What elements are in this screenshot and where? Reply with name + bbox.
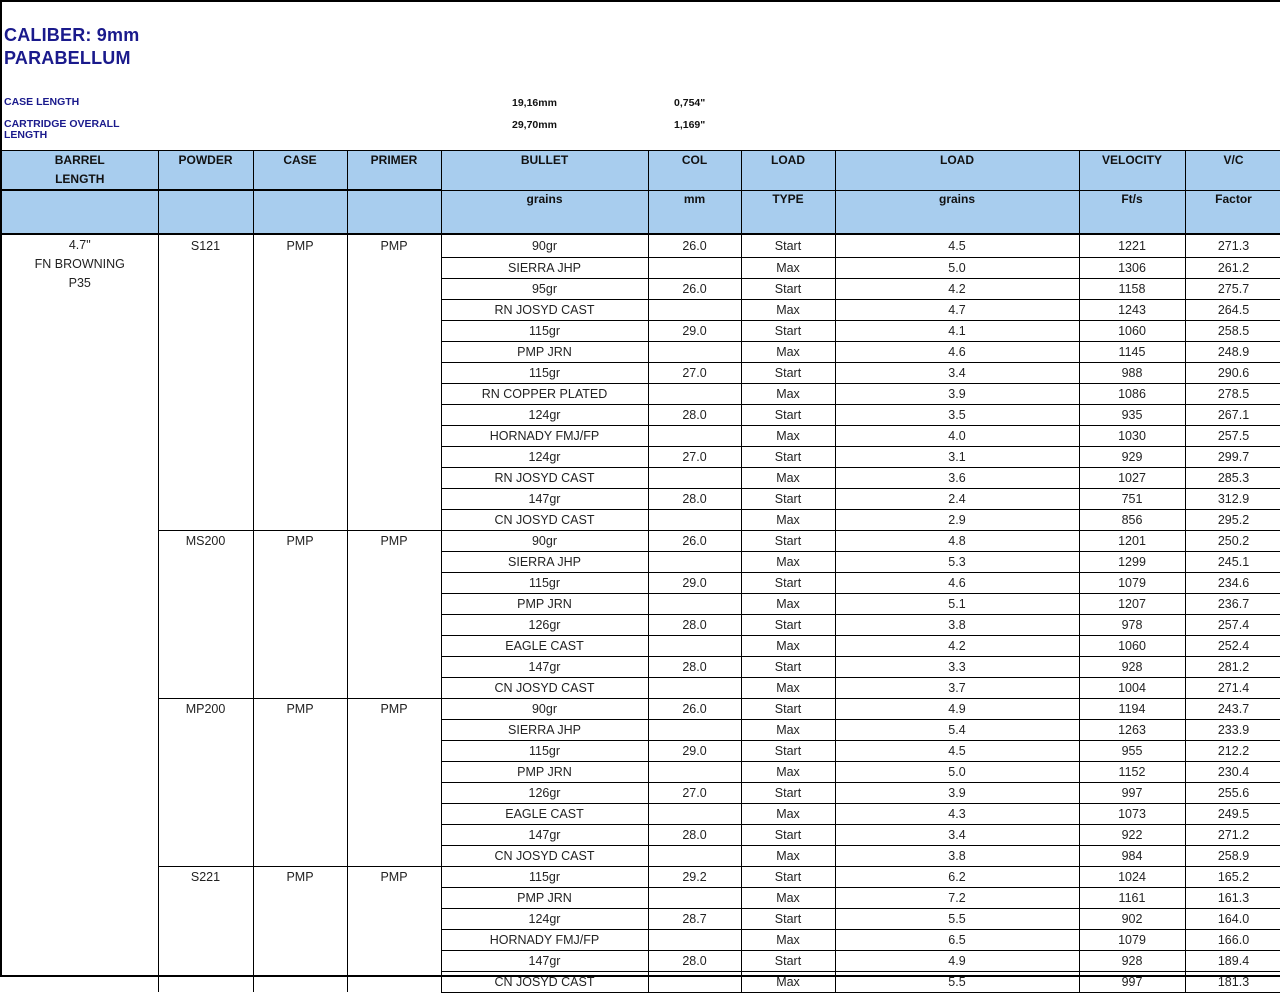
vc-factor-cell: 252.4 xyxy=(1185,635,1280,656)
vc-factor-cell: 257.5 xyxy=(1185,425,1280,446)
header-col: COL xyxy=(648,151,741,191)
load-cell: 4.1 xyxy=(835,320,1079,341)
col-cell: 29.0 xyxy=(648,320,741,341)
col-cell xyxy=(648,467,741,488)
load-cell: 2.4 xyxy=(835,488,1079,509)
meta-metric: 29,70mm xyxy=(512,119,557,131)
load-type-cell: Start xyxy=(741,740,835,761)
col-cell: 28.0 xyxy=(648,488,741,509)
vc-factor-cell: 295.2 xyxy=(1185,509,1280,530)
velocity-cell: 1027 xyxy=(1079,467,1185,488)
velocity-cell: 1079 xyxy=(1079,572,1185,593)
bullet-cell: 90gr xyxy=(441,698,648,719)
velocity-cell: 978 xyxy=(1079,614,1185,635)
load-type-cell: Max xyxy=(741,509,835,530)
load-cell: 4.6 xyxy=(835,341,1079,362)
velocity-cell: 1073 xyxy=(1079,803,1185,824)
bullet-cell: 124gr xyxy=(441,446,648,467)
vc-factor-cell: 245.1 xyxy=(1185,551,1280,572)
table-row xyxy=(2,698,1280,719)
load-type-cell: Max xyxy=(741,383,835,404)
bullet-cell: 90gr xyxy=(441,236,648,257)
vc-factor-cell: 275.7 xyxy=(1185,278,1280,299)
col-cell xyxy=(648,971,741,992)
vc-factor-cell: 166.0 xyxy=(1185,929,1280,950)
col-cell: 26.0 xyxy=(648,278,741,299)
bullet-cell: CN JOSYD CAST xyxy=(441,509,648,530)
velocity-cell: 1306 xyxy=(1079,257,1185,278)
load-type-cell: Max xyxy=(741,425,835,446)
load-cell: 4.6 xyxy=(835,572,1079,593)
load-cell: 5.5 xyxy=(835,908,1079,929)
load-cell: 3.9 xyxy=(835,782,1079,803)
load-cell: 4.9 xyxy=(835,698,1079,719)
col-cell xyxy=(648,761,741,782)
col-cell xyxy=(648,845,741,866)
load-type-cell: Start xyxy=(741,656,835,677)
vc-factor-cell: 243.7 xyxy=(1185,698,1280,719)
load-cell: 5.5 xyxy=(835,971,1079,992)
vc-factor-cell: 255.6 xyxy=(1185,782,1280,803)
velocity-cell: 928 xyxy=(1079,656,1185,677)
barrel-line: P35 xyxy=(68,276,91,290)
load-cell: 4.3 xyxy=(835,803,1079,824)
header-row-2 xyxy=(2,190,1280,234)
vc-factor-cell: 212.2 xyxy=(1185,740,1280,761)
bullet-cell: RN JOSYD CAST xyxy=(441,299,648,320)
meta-imperial: 0,754" xyxy=(674,97,706,109)
load-type-cell: Start xyxy=(741,782,835,803)
load-cell: 5.3 xyxy=(835,551,1079,572)
header-bullet: BULLET xyxy=(441,151,648,191)
velocity-cell: 1004 xyxy=(1079,677,1185,698)
load-type-cell: Max xyxy=(741,299,835,320)
group-powder-cell: S221 xyxy=(158,866,253,992)
title-line-cartridge: PARABELLUM xyxy=(4,48,131,68)
table-row xyxy=(2,530,1280,551)
title-line-caliber: CALIBER: 9mm xyxy=(4,25,140,45)
load-type-cell: Start xyxy=(741,572,835,593)
load-cell: 4.7 xyxy=(835,299,1079,320)
col-cell xyxy=(648,677,741,698)
col-cell: 26.0 xyxy=(648,236,741,257)
load-cell: 6.5 xyxy=(835,929,1079,950)
velocity-cell: 902 xyxy=(1079,908,1185,929)
velocity-cell: 1243 xyxy=(1079,299,1185,320)
meta-label: CASE LENGTH xyxy=(4,96,80,108)
load-type-cell: Start xyxy=(741,698,835,719)
load-cell: 4.5 xyxy=(835,236,1079,257)
bullet-cell: PMP JRN xyxy=(441,341,648,362)
header-row-1 xyxy=(2,151,1280,191)
col-cell xyxy=(648,803,741,824)
load-type-cell: Max xyxy=(741,887,835,908)
col-cell xyxy=(648,929,741,950)
vc-factor-cell: 161.3 xyxy=(1185,887,1280,908)
bullet-cell: CN JOSYD CAST xyxy=(441,845,648,866)
load-cell: 3.4 xyxy=(835,824,1079,845)
velocity-cell: 1024 xyxy=(1079,866,1185,887)
load-cell: 4.2 xyxy=(835,278,1079,299)
header-case-cont xyxy=(253,190,347,234)
velocity-cell: 997 xyxy=(1079,782,1185,803)
vc-factor-cell: 164.0 xyxy=(1185,908,1280,929)
load-cell: 4.5 xyxy=(835,740,1079,761)
load-cell: 7.2 xyxy=(835,887,1079,908)
velocity-cell: 1060 xyxy=(1079,635,1185,656)
vc-factor-cell: 267.1 xyxy=(1185,404,1280,425)
col-cell: 28.0 xyxy=(648,824,741,845)
load-type-cell: Start xyxy=(741,488,835,509)
velocity-cell: 1086 xyxy=(1079,383,1185,404)
col-cell xyxy=(648,383,741,404)
meta-imperial: 1,169" xyxy=(674,119,706,131)
header-bullet-unit: grains xyxy=(441,190,648,234)
load-type-cell: Max xyxy=(741,971,835,992)
vc-factor-cell: 165.2 xyxy=(1185,866,1280,887)
vc-factor-cell: 258.9 xyxy=(1185,845,1280,866)
velocity-cell: 928 xyxy=(1079,950,1185,971)
bullet-cell: 147gr xyxy=(441,656,648,677)
col-cell: 27.0 xyxy=(648,782,741,803)
bullet-cell: HORNADY FMJ/FP xyxy=(441,929,648,950)
bullet-cell: 115gr xyxy=(441,362,648,383)
vc-factor-cell: 281.2 xyxy=(1185,656,1280,677)
vc-factor-cell: 258.5 xyxy=(1185,320,1280,341)
bullet-cell: HORNADY FMJ/FP xyxy=(441,425,648,446)
table-row xyxy=(2,236,1280,257)
group-case-cell: PMP xyxy=(253,866,347,992)
col-cell: 26.0 xyxy=(648,530,741,551)
bullet-cell: EAGLE CAST xyxy=(441,635,648,656)
header-load-type: LOAD xyxy=(741,151,835,191)
group-case-cell: PMP xyxy=(253,698,347,866)
velocity-cell: 1158 xyxy=(1079,278,1185,299)
col-cell xyxy=(648,635,741,656)
load-cell: 3.4 xyxy=(835,362,1079,383)
vc-factor-cell: 271.3 xyxy=(1185,236,1280,257)
col-cell: 27.0 xyxy=(648,446,741,467)
vc-factor-cell: 261.2 xyxy=(1185,257,1280,278)
header-barrel: BARREL LENGTH xyxy=(2,151,158,191)
load-cell: 3.6 xyxy=(835,467,1079,488)
load-type-cell: Start xyxy=(741,950,835,971)
col-cell xyxy=(648,719,741,740)
velocity-cell: 988 xyxy=(1079,362,1185,383)
load-type-cell: Max xyxy=(741,677,835,698)
vc-factor-cell: 312.9 xyxy=(1185,488,1280,509)
velocity-cell: 997 xyxy=(1079,971,1185,992)
vc-factor-cell: 250.2 xyxy=(1185,530,1280,551)
bullet-cell: PMP JRN xyxy=(441,761,648,782)
velocity-cell: 935 xyxy=(1079,404,1185,425)
bullet-cell: 115gr xyxy=(441,866,648,887)
bullet-cell: 95gr xyxy=(441,278,648,299)
header-load: LOAD xyxy=(835,151,1079,191)
load-type-cell: Max xyxy=(741,551,835,572)
group-powder-cell: MP200 xyxy=(158,698,253,866)
velocity-cell: 1161 xyxy=(1079,887,1185,908)
table-row xyxy=(2,866,1280,887)
load-type-cell: Max xyxy=(741,803,835,824)
header-load-type-2: TYPE xyxy=(741,190,835,234)
barrel-line: 4.7" xyxy=(68,238,91,252)
velocity-cell: 922 xyxy=(1079,824,1185,845)
load-cell: 5.4 xyxy=(835,719,1079,740)
table-body xyxy=(2,234,1280,992)
velocity-cell: 856 xyxy=(1079,509,1185,530)
header-primer-cont xyxy=(347,190,441,234)
bullet-cell: 126gr xyxy=(441,782,648,803)
load-cell: 3.1 xyxy=(835,446,1079,467)
vc-factor-cell: 285.3 xyxy=(1185,467,1280,488)
col-cell xyxy=(648,425,741,446)
meta-metric: 19,16mm xyxy=(512,97,557,109)
group-primer-cell: PMP xyxy=(347,698,441,866)
load-cell: 5.1 xyxy=(835,593,1079,614)
bullet-cell: RN JOSYD CAST xyxy=(441,467,648,488)
load-cell: 4.2 xyxy=(835,635,1079,656)
group-primer-cell: PMP xyxy=(347,866,441,992)
vc-factor-cell: 236.7 xyxy=(1185,593,1280,614)
load-cell: 2.9 xyxy=(835,509,1079,530)
velocity-cell: 929 xyxy=(1079,446,1185,467)
load-cell: 6.2 xyxy=(835,866,1079,887)
load-type-cell: Max xyxy=(741,845,835,866)
load-type-cell: Max xyxy=(741,719,835,740)
bullet-cell: CN JOSYD CAST xyxy=(441,971,648,992)
meta-label: CARTRIDGE OVERALL LENGTH xyxy=(4,118,120,141)
header-col-unit: mm xyxy=(648,190,741,234)
load-type-cell: Max xyxy=(741,341,835,362)
vc-factor-cell: 278.5 xyxy=(1185,383,1280,404)
load-type-cell: Start xyxy=(741,278,835,299)
velocity-cell: 1299 xyxy=(1079,551,1185,572)
header-barrel-cont xyxy=(2,190,158,234)
load-cell: 5.0 xyxy=(835,257,1079,278)
col-cell: 28.0 xyxy=(648,404,741,425)
load-cell: 3.8 xyxy=(835,845,1079,866)
header-load-unit: grains xyxy=(835,190,1079,234)
header-velocity: VELOCITY xyxy=(1079,151,1185,191)
velocity-cell: 1152 xyxy=(1079,761,1185,782)
bullet-cell: 124gr xyxy=(441,908,648,929)
velocity-cell: 1263 xyxy=(1079,719,1185,740)
bullet-cell: 126gr xyxy=(441,614,648,635)
load-cell: 5.0 xyxy=(835,761,1079,782)
col-cell: 28.0 xyxy=(648,656,741,677)
load-data-table xyxy=(2,150,1280,993)
bullet-cell: PMP JRN xyxy=(441,593,648,614)
col-cell: 29.2 xyxy=(648,866,741,887)
vc-factor-cell: 189.4 xyxy=(1185,950,1280,971)
col-cell xyxy=(648,887,741,908)
header-primer: PRIMER xyxy=(347,151,441,191)
load-type-cell: Start xyxy=(741,446,835,467)
load-type-cell: Start xyxy=(741,866,835,887)
velocity-cell: 1194 xyxy=(1079,698,1185,719)
velocity-cell: 1060 xyxy=(1079,320,1185,341)
load-type-cell: Max xyxy=(741,635,835,656)
col-cell: 28.7 xyxy=(648,908,741,929)
col-cell: 27.0 xyxy=(648,362,741,383)
col-cell xyxy=(648,257,741,278)
load-type-cell: Max xyxy=(741,761,835,782)
group-primer-cell: PMP xyxy=(347,530,441,698)
header-case: CASE xyxy=(253,151,347,191)
header-vc: V/C xyxy=(1185,151,1280,191)
vc-factor-cell: 230.4 xyxy=(1185,761,1280,782)
vc-factor-cell: 233.9 xyxy=(1185,719,1280,740)
vc-factor-cell: 264.5 xyxy=(1185,299,1280,320)
load-cell: 3.5 xyxy=(835,404,1079,425)
group-primer-cell: PMP xyxy=(347,236,441,530)
load-cell: 4.8 xyxy=(835,530,1079,551)
load-type-cell: Start xyxy=(741,614,835,635)
velocity-cell: 1030 xyxy=(1079,425,1185,446)
vc-factor-cell: 271.2 xyxy=(1185,824,1280,845)
vc-factor-cell: 234.6 xyxy=(1185,572,1280,593)
vc-factor-cell: 299.7 xyxy=(1185,446,1280,467)
col-cell xyxy=(648,341,741,362)
vc-factor-cell: 248.9 xyxy=(1185,341,1280,362)
bullet-cell: 115gr xyxy=(441,572,648,593)
velocity-cell: 984 xyxy=(1079,845,1185,866)
bullet-cell: SIERRA JHP xyxy=(441,257,648,278)
velocity-cell: 1201 xyxy=(1079,530,1185,551)
col-cell xyxy=(648,593,741,614)
vc-factor-cell: 181.3 xyxy=(1185,971,1280,992)
barrel-cell xyxy=(2,236,158,992)
vc-factor-cell: 257.4 xyxy=(1185,614,1280,635)
col-cell: 28.0 xyxy=(648,950,741,971)
load-cell: 3.7 xyxy=(835,677,1079,698)
col-cell xyxy=(648,551,741,572)
load-type-cell: Max xyxy=(741,593,835,614)
bullet-cell: SIERRA JHP xyxy=(441,551,648,572)
col-cell: 29.0 xyxy=(648,572,741,593)
bullet-cell: 147gr xyxy=(441,488,648,509)
col-cell: 29.0 xyxy=(648,740,741,761)
bullet-cell: 147gr xyxy=(441,824,648,845)
load-type-cell: Start xyxy=(741,824,835,845)
header-powder-cont xyxy=(158,190,253,234)
col-cell: 26.0 xyxy=(648,698,741,719)
bullet-cell: PMP JRN xyxy=(441,887,648,908)
load-type-cell: Max xyxy=(741,929,835,950)
velocity-cell: 1079 xyxy=(1079,929,1185,950)
velocity-cell: 1145 xyxy=(1079,341,1185,362)
header-velocity-unit: Ft/s xyxy=(1079,190,1185,234)
load-type-cell: Max xyxy=(741,257,835,278)
bullet-cell: 124gr xyxy=(441,404,648,425)
bullet-cell: EAGLE CAST xyxy=(441,803,648,824)
bullet-cell: 147gr xyxy=(441,950,648,971)
bullet-cell: 115gr xyxy=(441,320,648,341)
load-cell: 4.9 xyxy=(835,950,1079,971)
group-powder-cell: MS200 xyxy=(158,530,253,698)
page-title xyxy=(4,24,139,70)
load-type-cell: Start xyxy=(741,362,835,383)
vc-factor-cell: 271.4 xyxy=(1185,677,1280,698)
bullet-cell: 115gr xyxy=(441,740,648,761)
bullet-cell: SIERRA JHP xyxy=(441,719,648,740)
bullet-cell: CN JOSYD CAST xyxy=(441,677,648,698)
bullet-cell: RN COPPER PLATED xyxy=(441,383,648,404)
vc-factor-cell: 290.6 xyxy=(1185,362,1280,383)
barrel-line: FN BROWNING xyxy=(34,257,125,271)
load-type-cell: Start xyxy=(741,236,835,257)
load-cell: 4.0 xyxy=(835,425,1079,446)
vc-factor-cell: 249.5 xyxy=(1185,803,1280,824)
group-case-cell: PMP xyxy=(253,236,347,530)
bullet-cell: 90gr xyxy=(441,530,648,551)
load-cell: 3.9 xyxy=(835,383,1079,404)
load-type-cell: Start xyxy=(741,320,835,341)
velocity-cell: 1221 xyxy=(1079,236,1185,257)
load-cell: 3.3 xyxy=(835,656,1079,677)
load-type-cell: Max xyxy=(741,467,835,488)
load-type-cell: Start xyxy=(741,404,835,425)
load-type-cell: Start xyxy=(741,908,835,929)
col-cell xyxy=(648,299,741,320)
velocity-cell: 751 xyxy=(1079,488,1185,509)
col-cell xyxy=(648,509,741,530)
velocity-cell: 1207 xyxy=(1079,593,1185,614)
group-powder-cell: S121 xyxy=(158,236,253,530)
load-type-cell: Start xyxy=(741,530,835,551)
velocity-cell: 955 xyxy=(1079,740,1185,761)
group-case-cell: PMP xyxy=(253,530,347,698)
header-powder: POWDER xyxy=(158,151,253,191)
header-vc-unit: Factor xyxy=(1185,190,1280,234)
col-cell: 28.0 xyxy=(648,614,741,635)
load-cell: 3.8 xyxy=(835,614,1079,635)
